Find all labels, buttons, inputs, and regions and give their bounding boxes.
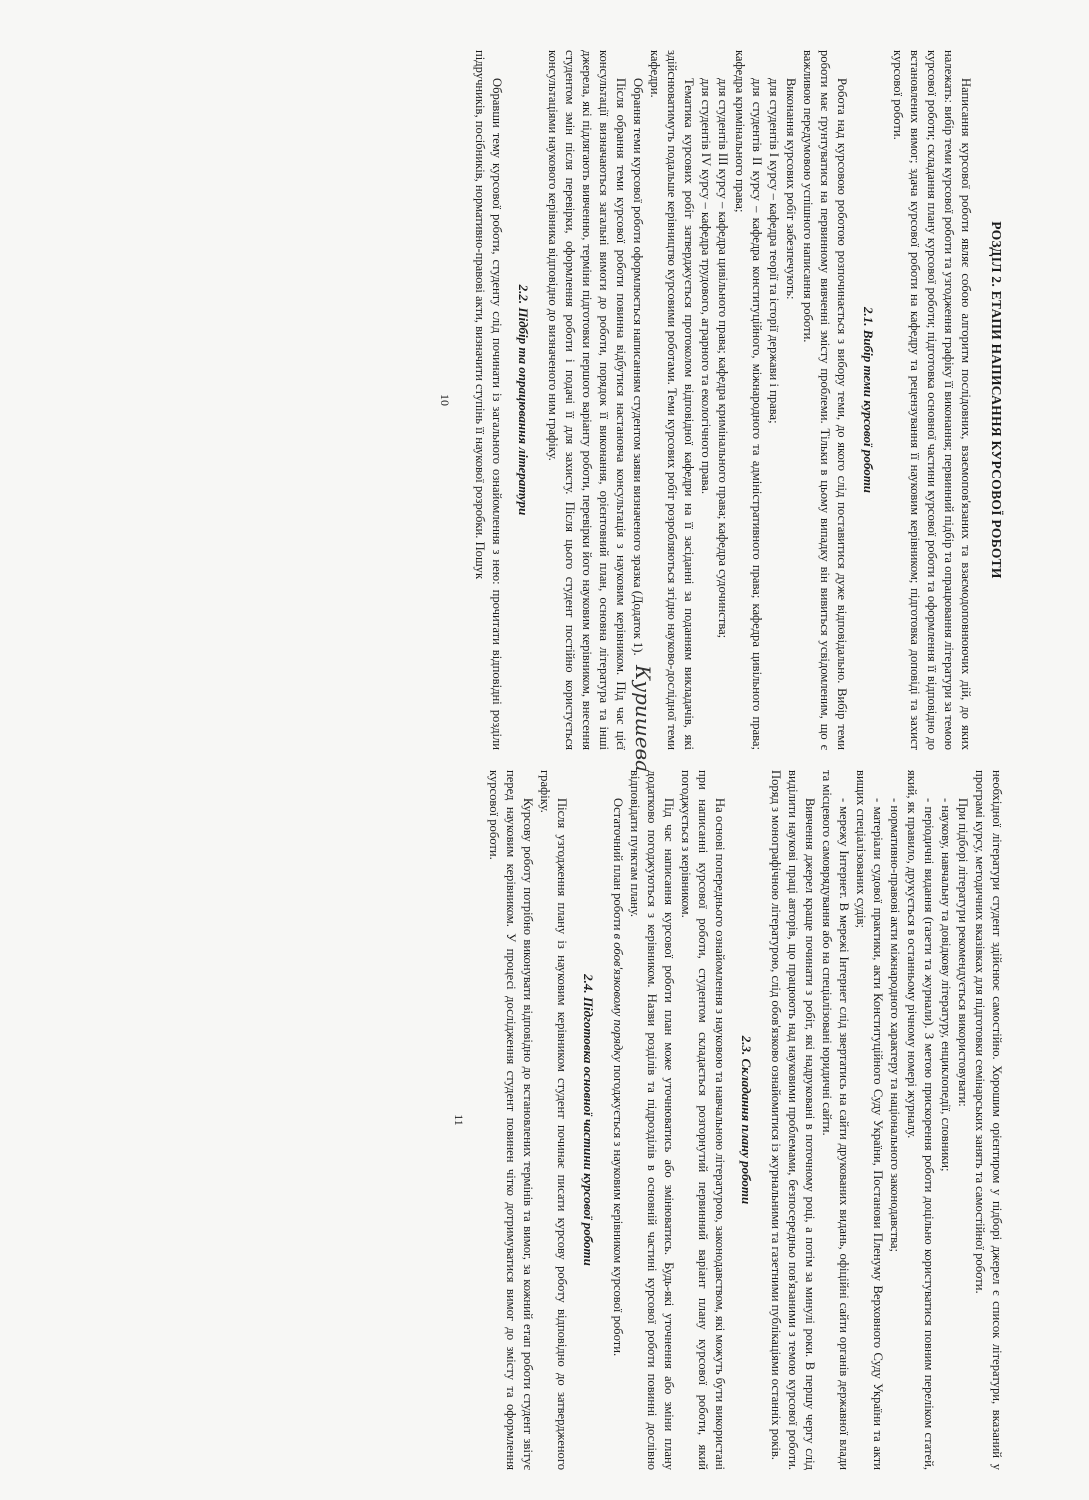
page-11 (450, 770, 1005, 1470)
section-title: 2.4. Підготовка основної частини курсової роботи (581, 974, 596, 1266)
paragraph: Вивчення джерел краще починати з робіт, які надруковані в поточному році, а потім за минулі роки. В першу чергу слід виділити наукові праці авторів, що працюють над науковими проблемами, безпосередньо пов'язаними з темою курсової роботи. Поряд з монографічною літературою, слід обов'язково ознайомитися із журнальними та газетними публікаціями останніх років. (769, 770, 817, 1470)
list-item: - нормативно-правові акти міжнародного характеру та національного законодавства; (888, 798, 902, 1252)
section-title: 2.1. Вибір теми курсової роботи (861, 306, 876, 494)
paragraph: На основі попереднього ознайомлення з науковою та навчальною літературою, законодавством, які можуть бути використані при написанні курсової роботи, студентом складається розгорнутий первинний варіант плану курсової роботи, який погоджується з керівником. (679, 770, 727, 1470)
paragraph: Написання курсової роботи являє собою алгоритм послідовних, взаємопов'язаних та взаємодоповнюючих дій, до яких належать: вибір теми курсової роботи та узгодження графіку її виконання; первинний підбір та опрацювання літератури за темою курсової роботи; складання плану курсової роботи; підготовка основної частини курсової роботи та оформлення її відповідно до встановлених вимог; здача курсової роботи на кафедру та рецензування її науковим керівником; підготовка доповіді та захист курсової роботи. (891, 50, 973, 750)
paragraph: Під час написання курсової роботи план може уточнюватись або змінюватись. Будь-які уточнення або зміни плану додатково погоджуються з керівником. Назви розділів та підрозділів в основній частині курсової роботи повинні дослівно відповідати пунктам плану. (628, 770, 676, 1470)
list-item: - мережу Інтернет. В мережі Інтернет слід звертатись на сайти друкованих видань, офіційні сайти органів державної влади та місцевого самоврядування або на спеціалізовані юридичні сайти. (820, 770, 851, 1470)
paragraph: для студентів ІІ курсу – кафедра конституційного, міжнародного та адміністративного права; кафедра цивільного права; кафедра кримінального права; (733, 50, 764, 750)
section-title: 2.2. Підбір та опрацювання літератури (516, 284, 531, 516)
section-title: 2.3. Складання плану роботи (739, 1035, 754, 1205)
paragraph: Робота над курсовою роботою розпочинається з вибору теми, до якого слід поставитися дуже відповідально. Вибір теми роботи має ґрунтуватися на первинному вивченні змісту проблеми. Тільки в цьому випадку він вивиться усвідомленим, що є важливою передумовою успішного написання роботи. (801, 50, 849, 750)
page-number: 11 (452, 1114, 466, 1126)
paragraph: Остаточний план роботи в обов'язковому порядку погоджується з науковим керівником курсової роботи. (611, 798, 625, 1357)
list-item: - періодичні видання (газети та журнали). З метою прискорення роботи доцільно користуватися повним переліком статей, який, як правило, друкується в останньому річному номері журналу. (905, 770, 936, 1470)
chapter-title: РОЗДІЛ 2. ЕТАПИ НАПИСАННЯ КУРСОВОЇ РОБОТИ (989, 221, 1004, 579)
paragraph: для студентів ІІІ курсу – кафедра цивільного права; кафедра кримінального права; кафедра судочинства; (716, 78, 730, 639)
paragraph: Після узгодження плану із науковим керівником студент починає писати курсову роботу відповідно до затвердженого графіку. (538, 770, 569, 1470)
paragraph: для студентів ІV курсу – кафедра трудового, аграрного та екологічного права. (699, 78, 713, 495)
paragraph: Обрання теми курсової роботи оформлюється написанням студентом заяви визначеного зразка (Додаток 1). (631, 78, 645, 656)
paragraph: необхідної літератури студент здійснює самостійно. Хорошим орієнтиром у підборі джерел є список літератури, вказаний у програмі курсу, методичних вказівках для підготовки семінарських занять та самостійної роботи. (973, 770, 1004, 1470)
paragraph: Обравши тему курсової роботи, студенту слід починати із загального ознайомлення з нею: прочитати відповідні розділи підручників, посібників, нормативно-правові акти, визначити ступінь її наукової розробки. Пошук (473, 50, 504, 750)
paragraph: Після обрання теми курсової роботи повинна відбутися настановча консультація з науковим керівником. Під час цієї консультації визначаються загальні вимоги до роботи, порядок її виконання, орієнтовний план, основна література та інші джерела, які підлягають вивченню, терміни підготовки першого варіанту роботи, перевірки його науковим керівником, внесення студентом змін після перевірки, оформлення роботи і подачі її для захисту. Після цього студент постійно користується консультаціями наукового керівника відповідно до визначеного ним графіку. (546, 50, 628, 750)
list-item: - наукову, навчальну та довідкову літературу, енциклопедії, словники; (939, 798, 953, 1172)
paragraph: Тематика курсових робіт затверджується протоколом відповідної кафедри на її засіданні за поданням викладачів, які здійснюватимуть подальше керівництво курсовими роботами. Теми курсових робіт розробляються згідно науково-дослідної теми кафедри. (648, 50, 696, 750)
page-number: 10 (438, 394, 452, 406)
page-10 (436, 50, 1005, 750)
paragraph: Виконання курсових робіт забезпечують: (784, 78, 798, 300)
paragraph: При підборі літератури рекомендується використовувати: (956, 798, 970, 1107)
handwritten-signature: Куришева (631, 665, 655, 773)
paragraph: Курсову роботу потрібно виконувати відповідно до встановлених термінів та вимог, за кожний етап роботи студент звітує перед науковим керівником. У процесі дослідження студент повинен чітко дотримуватися вимог до змісту та оформлення курсової роботи. (487, 770, 535, 1470)
list-item: - матеріали судової практики, акти Конституційного Суду України, Постанови Пленуму Верховного Суду України та акти вищих спеціалізованих судів; (854, 770, 885, 1470)
paragraph: для студентів І курсу – кафедра теорії та історії держави і права; (767, 78, 781, 424)
